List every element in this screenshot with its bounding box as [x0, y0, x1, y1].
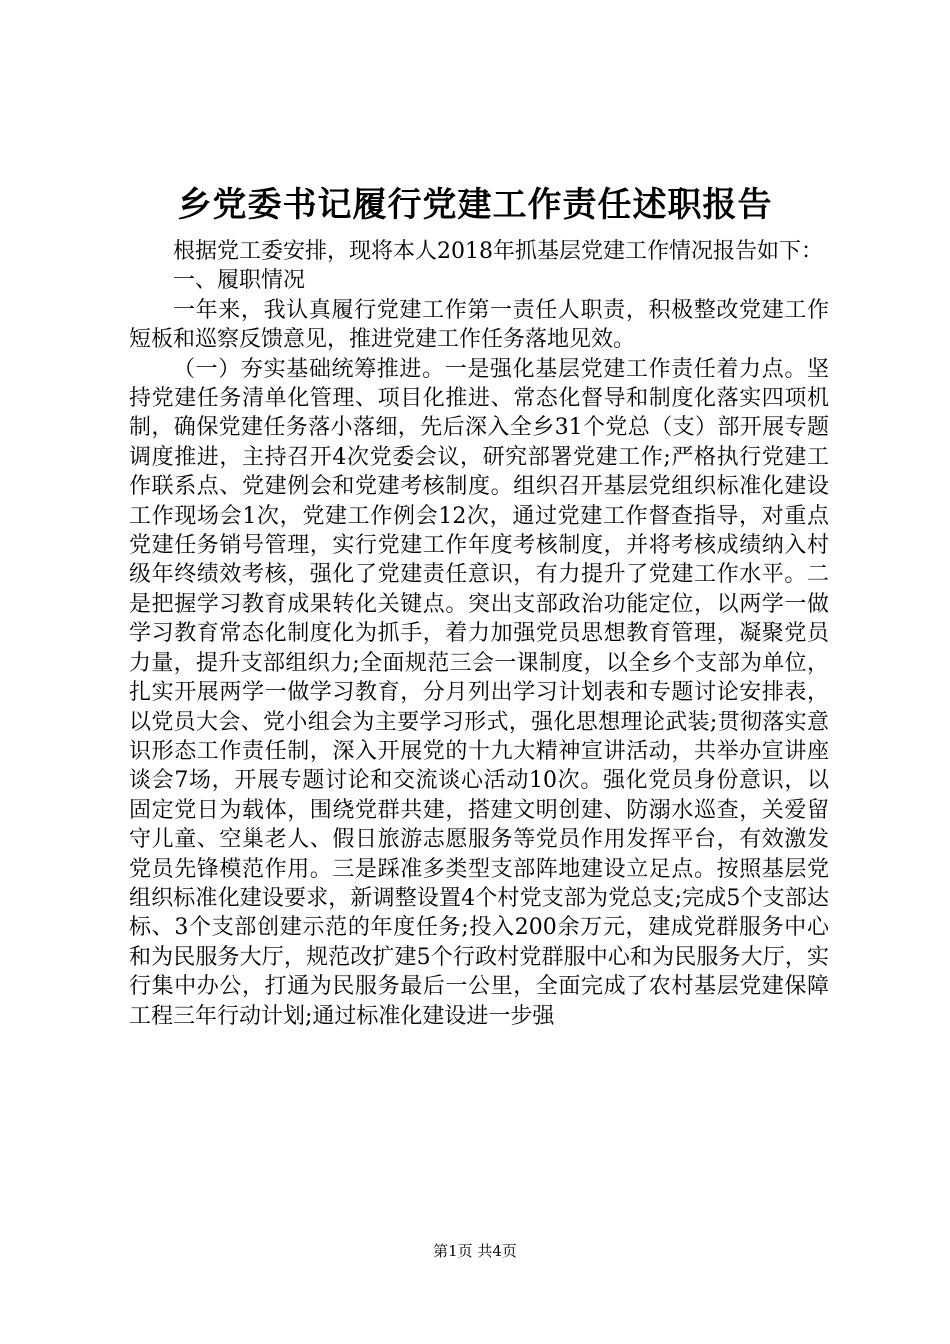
page-footer: 第1页 共4页: [433, 1242, 517, 1260]
section-heading: 一、履职情况: [173, 268, 306, 294]
paragraph: （一）夯实基础统筹推进。一是强化基层党建工作责任着力点。坚持党建任务清单化管理、项目化推进、常态化督导和制度化落实四项机制，确保党建任务落小落细，先后深入全乡31个党总（支）部开展专题调度推进，主持召开4次党委会议，研究部署党建工作;严格执行党建工作联系点、党建例会和党建考核制度。组织召开基层党组织标准化建设工作现场会1次，党建工作例会12次，通过党建工作督查指导，对重点党建任务销号管理，实行党建工作年度考核制度，并将考核成绩纳入村级年终绩效考核，强化了党建责任意识，有力提升了党建工作水平。二是把握学习教育成果转化关键点。突出支部政治功能定位，以两学一做学习教育常态化制度化为抓手，着力加强党员思想教育管理，凝聚党员力量，提升支部组织力;全面规范三会一课制度，以全乡个支部为单位，扎实开展两学一做学习教育，分月列出学习计划表和专题讨论安排表，以党员大会、党小组会为主要学习形式，强化思想理论武装;贯彻落实意识形态工作责任制，深入开展党的十九大精神宣讲活动，共举办宣讲座谈会7场，开展专题讨论和交流谈心活动10次。强化党员身份意识，以固定党日为载体，围绕党群共建，搭建文明创建、防溺水巡查，关爱留守儿童、空巢老人、假日旅游志愿服务等党员作用发挥平台，有效激发党员先锋模范作用。三是踩准多类型支部阵地建设立足点。按照基层党组织标准化建设要求，新调整设置4个村党支部为党总支;完成5个支部达标、3个支部创建示范的年度任务;投入200余万元，建成党群服务中心和为民服务大厅，规范改扩建5个行政村党群服中心和为民服务大厅，实行集中办公，打通为民服务最后一公里，全面完成了农村基层党建保障工程三年行动计划;通过标准化建设进一步强: [129, 356, 829, 1029]
paragraph: 根据党工委安排，现将本人2018年抓基层党建工作情况报告如下：: [173, 239, 823, 264]
document-title: 乡党委书记履行党建工作责任述职报告: [177, 185, 773, 225]
document-body: [129, 237, 829, 1031]
paragraph: 一年来，我认真履行党建工作第一责任人职责，积极整改党建工作短板和巡察反馈意见，推进党建工作任务落地见效。: [129, 297, 829, 353]
